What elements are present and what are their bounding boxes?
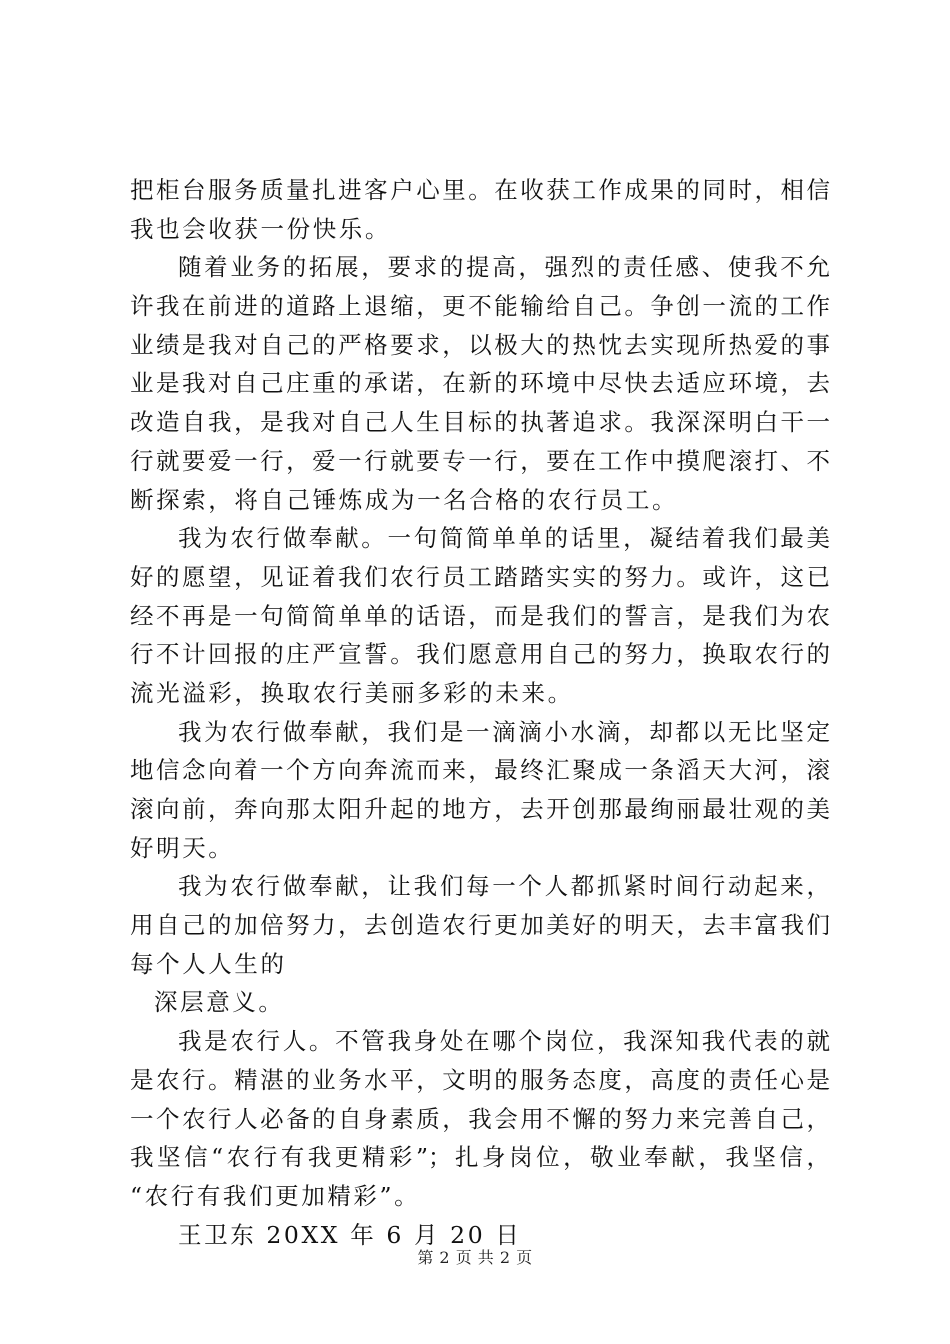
text-line: 深层意义。: [154, 988, 285, 1017]
text-line: 我是农行人。不管我身处在哪个岗位，我深知我代表的就: [178, 1027, 830, 1056]
text-line: 我为农行做奉献，让我们每一个人都抓紧时间行动起来，: [178, 872, 830, 901]
text-line: 把柜台服务质量扎进客户心里。在收获工作成果的同时，相信: [130, 176, 830, 204]
document-body: [130, 171, 830, 1254]
text-line: 我为农行做奉献，我们是一滴滴小水滴，却都以无比坚定: [178, 717, 830, 746]
text-line: 好明天。: [130, 833, 235, 862]
text-line: 流光溢彩，换取农行美丽多彩的未来。: [130, 678, 574, 707]
text-line: 每个人人生的: [130, 949, 287, 978]
text-line: 是农行。精湛的业务水平，文明的服务态度，高度的责任心是: [130, 1065, 830, 1094]
text-line: 王卫东 20XX 年 6 月 20 日: [178, 1220, 522, 1249]
text-line: 我坚信“农行有我更精彩”；扎身岗位，敬业奉献，我坚信，: [130, 1143, 830, 1172]
text-line: 我也会收获一份快乐。: [130, 214, 391, 243]
text-line: 我为农行做奉献。一句简简单单的话里，凝结着我们最美: [178, 524, 830, 553]
text-line: 好的愿望，见证着我们农行员工踏踏实实的努力。或许，这已: [130, 562, 830, 591]
text-line: 业是我对自己庄重的承诺，在新的环境中尽快去适应环境，去: [130, 369, 830, 398]
text-line: 用自己的加倍努力，去创造农行更加美好的明天，去丰富我们: [130, 911, 830, 940]
text-line: 行不计回报的庄严宣誓。我们愿意用自己的努力，换取农行的: [130, 640, 830, 669]
text-line: 经不再是一句简简单单的话语，而是我们的誓言，是我们为农: [130, 601, 830, 630]
text-line: 行就要爱一行，爱一行就要专一行，要在工作中摸爬滚打、不: [130, 446, 830, 475]
text-line: 随着业务的拓展，要求的提高，强烈的责任感、使我不允: [178, 253, 830, 282]
text-line: 地信念向着一个方向奔流而来，最终汇聚成一条滔天大河，滚: [130, 756, 830, 785]
text-line: 许我在前进的道路上退缩，更不能输给自己。争创一流的工作: [130, 292, 830, 321]
text-line: 业绩是我对自己的严格要求，以极大的热忱去实现所热爱的事: [130, 330, 830, 359]
text-line: “农行有我们更加精彩”。: [130, 1181, 421, 1210]
text-line: 滚向前，奔向那太阳升起的地方，去开创那最绚丽最壮观的美: [130, 795, 830, 823]
page-footer: 第 2 页 共 2 页: [417, 1248, 533, 1267]
text-line: 改造自我，是我对自己人生目标的执著追求。我深深明白干一: [130, 408, 830, 437]
text-line: 一个农行人必备的自身素质，我会用不懈的努力来完善自己，: [130, 1104, 830, 1133]
text-line: 断探索，将自己锤炼成为一名合格的农行员工。: [130, 485, 679, 514]
